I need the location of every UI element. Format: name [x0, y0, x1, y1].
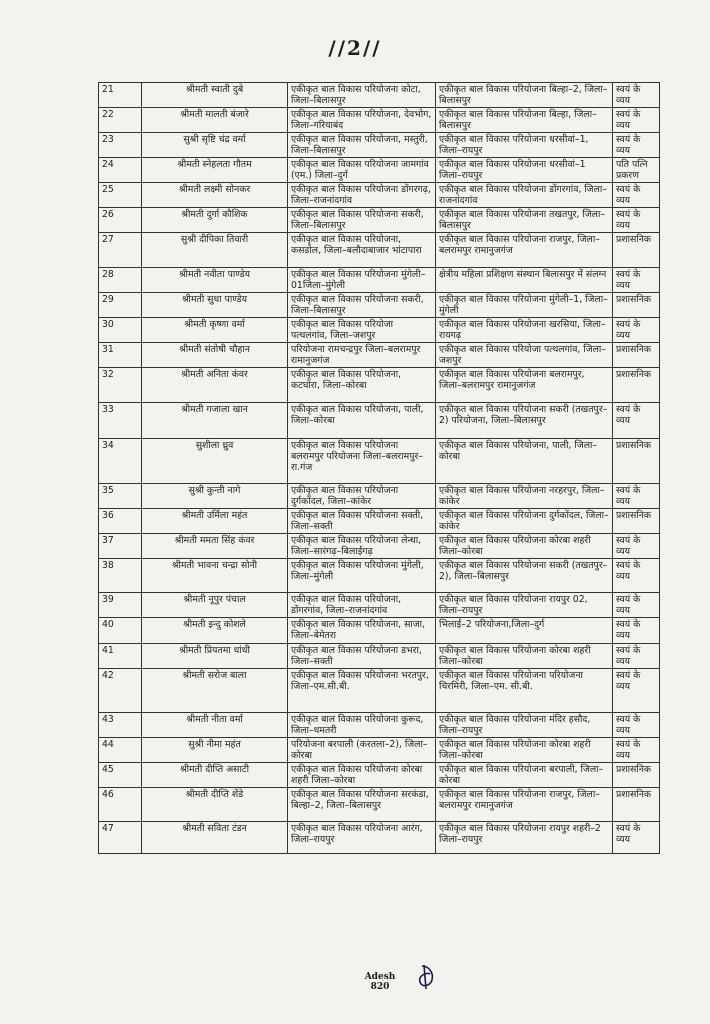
current-posting-cell: एकीकृत बाल विकास परियोजना बलरामपुर परियोजना जिला–बलरामपुर–रा.गंज [288, 439, 436, 484]
employee-name-cell: सुशीला ध्रुव [142, 439, 288, 484]
row-number-cell: 36 [99, 509, 142, 534]
new-posting-cell: एकीकृत बाल विकास परियोजना राजपुर, जिला–बलरामपुर रामानुजगंज [436, 788, 613, 822]
transfer-reason-cell: स्वयं के व्यय [613, 83, 660, 108]
table-row [99, 534, 660, 559]
table-row [99, 618, 660, 644]
signature-mark [414, 962, 444, 992]
table-row [99, 83, 660, 108]
current-posting-cell: एकीकृत बाल विकास परियोजना जामगांव (एम.) जिला–दुर्ग [288, 158, 436, 183]
new-posting-cell: एकीकृत बाल विकास परियोजना परियोजना चिरमिरी, जिला–एम. सी.बी. [436, 669, 613, 713]
table-row [99, 713, 660, 738]
table-row [99, 738, 660, 763]
current-posting-cell: एकीकृत बाल विकास परियोजना, साजा, जिला–बेमेतरा [288, 618, 436, 644]
current-posting-cell: परियोजना रामचन्द्रपुर जिला–बलरामपुर रामानुजगंज [288, 343, 436, 368]
table-row [99, 293, 660, 318]
current-posting-cell: एकीकृत बाल विकास परियोजना सकरी, जिला–बिलासपुर [288, 293, 436, 318]
employee-name-cell: श्रीमती सुधा पाण्डेय [142, 293, 288, 318]
current-posting-cell: एकीकृत बाल विकास परियोजना लेन्धा, जिला–सारंगढ़–बिलाईगढ़ [288, 534, 436, 559]
new-posting-cell: एकीकृत बाल विकास परियोजना बलरामपुर, जिला–बलरामपुर रामानुजगंज [436, 368, 613, 403]
transfer-reason-cell: स्वयं के व्यय [613, 822, 660, 854]
transfer-reason-cell: प्रशासनिक [613, 293, 660, 318]
transfer-reason-cell: प्रशासनिक [613, 439, 660, 484]
new-posting-cell: क्षेत्रीय महिला प्रशिक्षण संस्थान बिलासपुर में संलग्न [436, 268, 613, 293]
table-row [99, 318, 660, 343]
current-posting-cell: एकीकृत बाल विकास परियोजना सरकंडा, बिल्हा–2, जिला–बिलासपुर [288, 788, 436, 822]
new-posting-cell: एकीकृत बाल विकास परियोजना बरपाली, जिला–कोरबा [436, 763, 613, 788]
transfer-reason-cell: प्रशासनिक [613, 763, 660, 788]
transfer-reason-cell: स्वयं के व्यय [613, 268, 660, 293]
employee-name-cell: श्रीमती लक्ष्मी सोनकर [142, 183, 288, 208]
table-row [99, 509, 660, 534]
table-row [99, 644, 660, 669]
employee-name-cell: श्रीमती दुर्गा कौशिक [142, 208, 288, 233]
employee-name-cell: सुश्री कुन्ती नागे [142, 484, 288, 509]
table-row [99, 158, 660, 183]
table-row [99, 108, 660, 133]
table-row [99, 484, 660, 509]
transfer-reason-cell: पति पत्नि प्रकरण [613, 158, 660, 183]
employee-name-cell: श्रीमती संतोषी चौहान [142, 343, 288, 368]
row-number-cell: 37 [99, 534, 142, 559]
current-posting-cell: एकीकृत बाल विकास परियोजना सकरी, जिला–बिलासपुर [288, 208, 436, 233]
new-posting-cell: एकीकृत बाल विकास परियोजना दुर्गकोंदल, जिला–कांकेर [436, 509, 613, 534]
transfer-reason-cell: स्वयं के व्यय [613, 484, 660, 509]
row-number-cell: 28 [99, 268, 142, 293]
new-posting-cell: एकीकृत बाल विकास परियोजना कोरबा शहरी जिला–कोरबा [436, 738, 613, 763]
transfer-reason-cell: स्वयं के व्यय [613, 559, 660, 593]
transfer-reason-cell: स्वयं के व्यय [613, 133, 660, 158]
transfer-reason-cell: स्वयं के व्यय [613, 183, 660, 208]
table-row [99, 669, 660, 713]
new-posting-cell: भिलाई–2 परियोजना,जिला–दुर्ग [436, 618, 613, 644]
table-row [99, 268, 660, 293]
transfer-reason-cell: स्वयं के व्यय [613, 644, 660, 669]
row-number-cell: 29 [99, 293, 142, 318]
new-posting-cell: एकीकृत बाल विकास परियोजना खरसिया, जिला–रायगढ़ [436, 318, 613, 343]
transfer-reason-cell: स्वयं के व्यय [613, 403, 660, 439]
transfer-reason-cell: स्वयं के व्यय [613, 713, 660, 738]
transfer-reason-cell: प्रशासनिक [613, 509, 660, 534]
row-number-cell: 31 [99, 343, 142, 368]
table-row [99, 822, 660, 854]
row-number-cell: 41 [99, 644, 142, 669]
row-number-cell: 25 [99, 183, 142, 208]
footer-number: 820 [370, 982, 390, 992]
current-posting-cell: एकीकृत बाल विकास परियोजना कोटा, जिला–बिलासपुर [288, 83, 436, 108]
table-row [99, 208, 660, 233]
row-number-cell: 21 [99, 83, 142, 108]
table-row [99, 343, 660, 368]
table-row [99, 133, 660, 158]
table-row [99, 403, 660, 439]
transfer-reason-cell: स्वयं के व्यय [613, 208, 660, 233]
transfer-table [98, 82, 660, 854]
row-number-cell: 39 [99, 593, 142, 618]
row-number-cell: 32 [99, 368, 142, 403]
current-posting-cell: एकीकृत बाल विकास परियोजना सक्ती, जिला–सक्ती [288, 509, 436, 534]
current-posting-cell: एकीकृत बाल विकास परियोजना, कटघोरा, जिला–कोरबा [288, 368, 436, 403]
footer-stamp [340, 972, 420, 992]
transfer-reason-cell: प्रशासनिक [613, 343, 660, 368]
new-posting-cell: एकीकृत बाल विकास परियोजना डोंगरगांव, जिला–राजनांदगांव [436, 183, 613, 208]
current-posting-cell: एकीकृत बाल विकास परियोजना मुंगेली, जिला–मुंगेली [288, 559, 436, 593]
row-number-cell: 44 [99, 738, 142, 763]
employee-name-cell: श्रीमती अनिता कंवर [142, 368, 288, 403]
current-posting-cell: एकीकृत बाल विकास परियोजा पत्थलगांव, जिला–जशपुर [288, 318, 436, 343]
employee-name-cell: श्रीमती भावना चन्द्रा सोनी [142, 559, 288, 593]
transfer-reason-cell: स्वयं के व्यय [613, 318, 660, 343]
table-row [99, 439, 660, 484]
current-posting-cell: एकीकृत बाल विकास परियोजना, पाली, जिला–कोरबा [288, 403, 436, 439]
employee-name-cell: सुश्री नीमा महंत [142, 738, 288, 763]
employee-name-cell: श्रीमती दीप्ति असाटी [142, 763, 288, 788]
table-row [99, 183, 660, 208]
new-posting-cell: एकीकृत बाल विकास परियोजना सकरी (तखतपुर–2) परियोजना, जिला–बिलासपुर [436, 403, 613, 439]
employee-name-cell: श्रीमती कृष्णा वर्मा [142, 318, 288, 343]
employee-name-cell: सुश्री दीपिका तिवारी [142, 233, 288, 268]
current-posting-cell: एकीकृत बाल विकास परियोजना मुंगेली–01जिला–मुंगेली [288, 268, 436, 293]
employee-name-cell: श्रीमती प्रियतमा धांधी [142, 644, 288, 669]
row-number-cell: 33 [99, 403, 142, 439]
row-number-cell: 35 [99, 484, 142, 509]
new-posting-cell: एकीकृत बाल विकास परियोजना, पाली, जिला–कोरबा [436, 439, 613, 484]
new-posting-cell: एकीकृत बाल विकास परियोजना नरहरपुर, जिला–कांकेर [436, 484, 613, 509]
employee-name-cell: श्रीमती स्नेहलता गौतम [142, 158, 288, 183]
row-number-cell: 26 [99, 208, 142, 233]
footer-word: Adesh [364, 972, 396, 982]
employee-name-cell: श्रीमती इन्दु कोशले [142, 618, 288, 644]
employee-name-cell: श्रीमती मालती बंजारे [142, 108, 288, 133]
table-row [99, 593, 660, 618]
current-posting-cell: एकीकृत बाल विकास परियोजना दुर्गकोंदल, जिला–कांकेर [288, 484, 436, 509]
row-number-cell: 27 [99, 233, 142, 268]
employee-name-cell: श्रीमती गजाला खान [142, 403, 288, 439]
row-number-cell: 23 [99, 133, 142, 158]
new-posting-cell: एकीकृत बाल विकास परियोजना मंदिर हसौद, जिला–रायपुर [436, 713, 613, 738]
employee-name-cell: श्रीमती सरोज बाला [142, 669, 288, 713]
current-posting-cell: एकीकृत बाल विकास परियोजना, देवभोग, जिला–गरियाबंद [288, 108, 436, 133]
current-posting-cell: एकीकृत बाल विकास परियोजना कोरबा शहरी जिला–कोरबा [288, 763, 436, 788]
employee-name-cell: श्रीमती सविता टंडन [142, 822, 288, 854]
transfer-reason-cell: स्वयं के व्यय [613, 669, 660, 713]
new-posting-cell: एकीकृत बाल विकास परियोजना बिल्हा, जिला–बिलासपुर [436, 108, 613, 133]
employee-name-cell: श्रीमती स्वाती दुबे [142, 83, 288, 108]
new-posting-cell: एकीकृत बाल विकास परियोजना रायपुर शहरी–2 जिला–रायपुर [436, 822, 613, 854]
employee-name-cell: श्रीमती दीप्ति शेंडे [142, 788, 288, 822]
row-number-cell: 45 [99, 763, 142, 788]
new-posting-cell: एकीकृत बाल विकास परियोजना रायपुर 02, जिला–रायपुर [436, 593, 613, 618]
row-number-cell: 43 [99, 713, 142, 738]
employee-name-cell: सुश्री सृष्टि चंद्र वर्मा [142, 133, 288, 158]
current-posting-cell: एकीकृत बाल विकास परियोजना डोंगरगढ़, जिला–राजनांदगांव [288, 183, 436, 208]
table-body [99, 83, 660, 854]
transfer-reason-cell: स्वयं के व्यय [613, 618, 660, 644]
page-number: //2// [328, 36, 382, 60]
transfer-reason-cell: प्रशासनिक [613, 788, 660, 822]
new-posting-cell: एकीकृत बाल विकास परियोजना मुंगेली–1, जिला–मुंगेली [436, 293, 613, 318]
new-posting-cell: एकीकृत बाल विकास परियोजा पत्थलगांव, जिला–जशपुर [436, 343, 613, 368]
row-number-cell: 24 [99, 158, 142, 183]
table-row [99, 559, 660, 593]
row-number-cell: 47 [99, 822, 142, 854]
table-row [99, 233, 660, 268]
row-number-cell: 40 [99, 618, 142, 644]
current-posting-cell: एकीकृत बाल विकास परियोजना, कसडोल, जिला–बलौदाबाजार भांटापारा [288, 233, 436, 268]
row-number-cell: 22 [99, 108, 142, 133]
row-number-cell: 30 [99, 318, 142, 343]
transfer-reason-cell: स्वयं के व्यय [613, 738, 660, 763]
current-posting-cell: एकीकृत बाल विकास परियोजना डभरा, जिला–सक्ती [288, 644, 436, 669]
employee-name-cell: श्रीमती नवीता पाण्डेय [142, 268, 288, 293]
current-posting-cell: एकीकृत बाल विकास परियोजना आरंग, जिला–रायपुर [288, 822, 436, 854]
new-posting-cell: एकीकृत बाल विकास परियोजना राजपुर, जिला–बलरामपुर रामानुजगंज [436, 233, 613, 268]
current-posting-cell: एकीकृत बाल विकास परियोजना कुरूद, जिला–धमतरी [288, 713, 436, 738]
row-number-cell: 42 [99, 669, 142, 713]
new-posting-cell: एकीकृत बाल विकास परियोजना तखतपुर, जिला–बिलासपुर [436, 208, 613, 233]
row-number-cell: 46 [99, 788, 142, 822]
new-posting-cell: एकीकृत बाल विकास परियोजना सकरी (तखतपुर–2), जिला–बिलासपुर [436, 559, 613, 593]
employee-name-cell: श्रीमती नूपुर पंचाल [142, 593, 288, 618]
row-number-cell: 34 [99, 439, 142, 484]
transfer-reason-cell: प्रशासनिक [613, 233, 660, 268]
employee-name-cell: श्रीमती उर्मिला महंत [142, 509, 288, 534]
employee-name-cell: श्रीमती ममता सिंह कंवर [142, 534, 288, 559]
current-posting-cell: एकीकृत बाल विकास परियोजना, मस्तुरी, जिला–बिलासपुर [288, 133, 436, 158]
transfer-reason-cell: प्रशासनिक [613, 368, 660, 403]
transfer-reason-cell: स्वयं के व्यय [613, 534, 660, 559]
transfer-reason-cell: स्वयं के व्यय [613, 108, 660, 133]
new-posting-cell: एकीकृत बाल विकास परियोजना धरसीवां–1, जिला–रायपुर [436, 133, 613, 158]
table-row [99, 788, 660, 822]
transfer-reason-cell: स्वयं के व्यय [613, 593, 660, 618]
current-posting-cell: एकीकृत बाल विकास परियोजना, डोंगरगांव, जिला–राजनांदगांव [288, 593, 436, 618]
current-posting-cell: एकीकृत बाल विकास परियोजना भरतपुर, जिला–एम.सी.बी. [288, 669, 436, 713]
new-posting-cell: एकीकृत बाल विकास परियोजना कोरबा शहरी जिला–कोरबा [436, 644, 613, 669]
row-number-cell: 38 [99, 559, 142, 593]
new-posting-cell: एकीकृत बाल विकास परियोजना बिल्हा–2, जिला–बिलासपुर [436, 83, 613, 108]
table-row [99, 368, 660, 403]
new-posting-cell: एकीकृत बाल विकास परियोजना धरसीवां–1 जिला–रायपुर [436, 158, 613, 183]
employee-name-cell: श्रीमती नीता वर्मा [142, 713, 288, 738]
current-posting-cell: परियोजना बरपाली (करतला–2), जिला–कोरबा [288, 738, 436, 763]
new-posting-cell: एकीकृत बाल विकास परियोजना कोरबा शहरी जिला–कोरबा [436, 534, 613, 559]
table-row [99, 763, 660, 788]
